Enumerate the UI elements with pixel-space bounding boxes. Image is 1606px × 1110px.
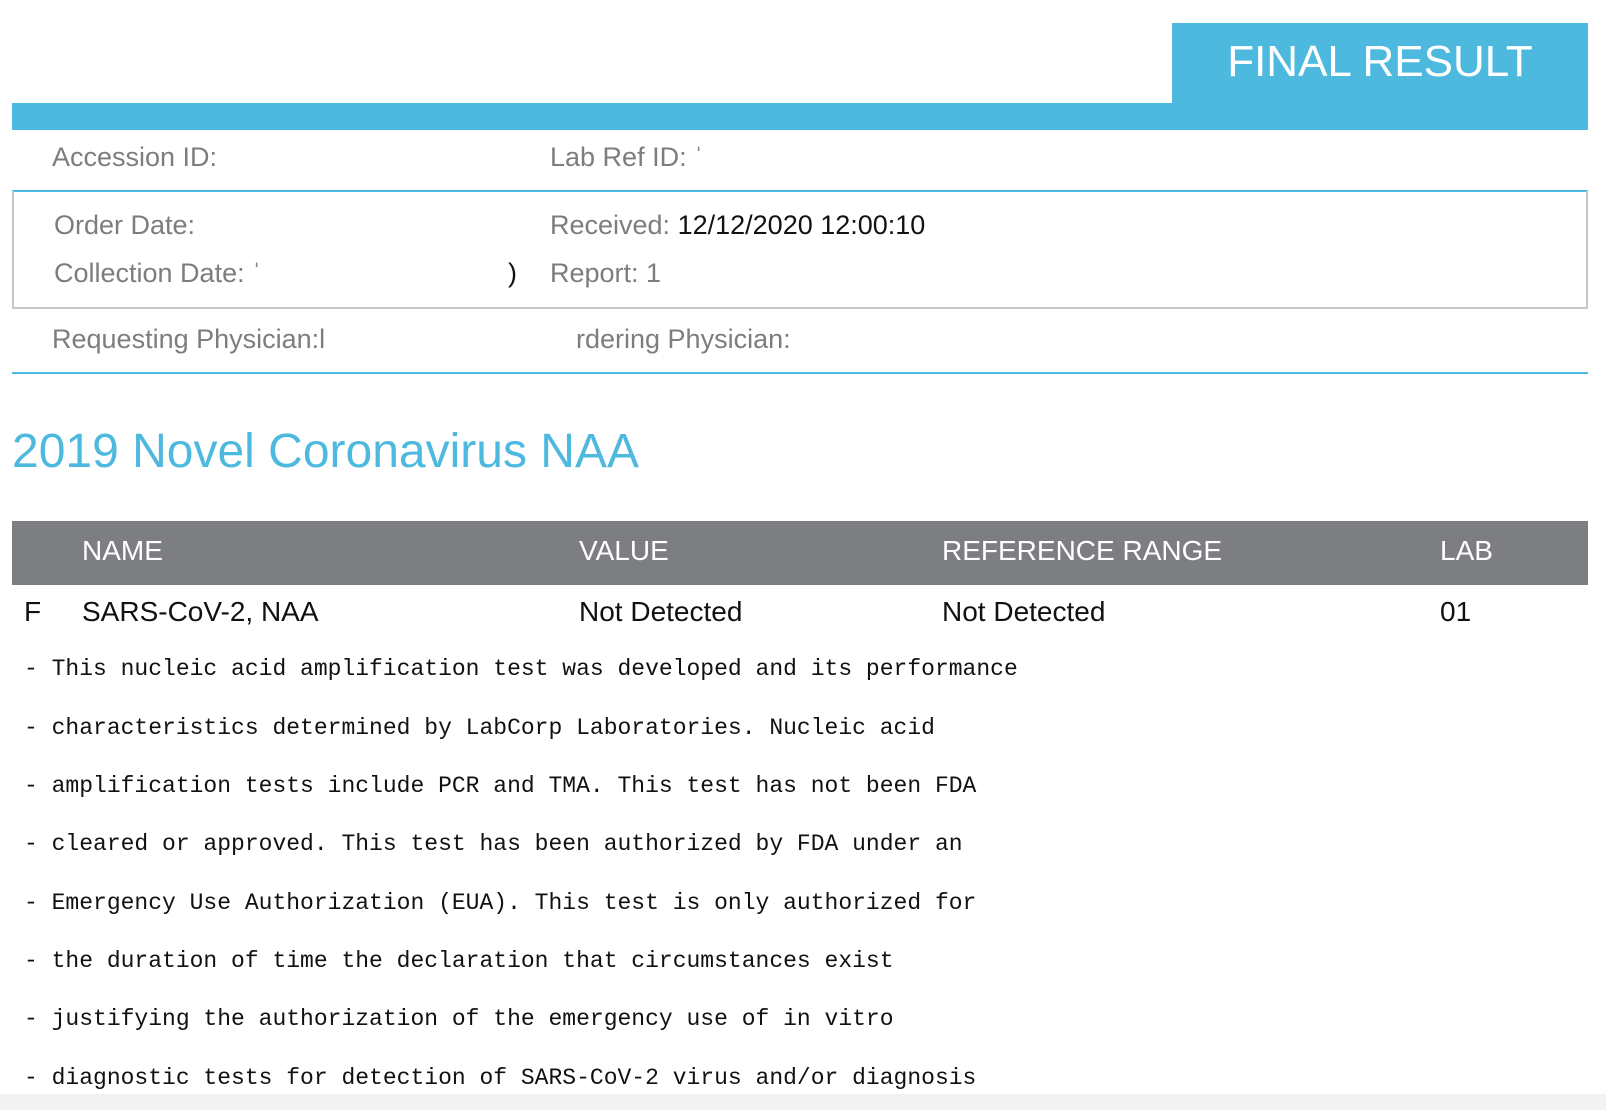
column-header-name: NAME [82, 535, 163, 566]
result-note-line: - Emergency Use Authorization (EUA). This test is only authorized for [24, 890, 977, 916]
report-date-label: Report: 1 [550, 258, 662, 288]
received-label: Received: [550, 210, 671, 240]
result-note-line: - amplification tests include PCR and TMA. This test has not been FDA [24, 773, 977, 799]
result-note-line: - characteristics determined by LabCorp Laboratories. Nucleic acid [24, 715, 935, 741]
results-table-header [12, 521, 1588, 585]
result-flag: F [24, 596, 42, 627]
dates-box [12, 191, 1588, 309]
result-note-line: - the duration of time the declaration that circumstances exist [24, 948, 894, 974]
ordering-physician-label: rdering Physician: [576, 324, 791, 354]
column-header-value: VALUE [579, 535, 669, 566]
result-value: Not Detected [579, 596, 743, 627]
result-note-line: - diagnostic tests for detection of SARS-CoV-2 virus and/or diagnosis [24, 1065, 977, 1091]
result-note-line: - This nucleic acid amplification test was developed and its performance [24, 656, 1018, 682]
result-reference-range: Not Detected [942, 596, 1106, 627]
result-lab: 01 [1440, 596, 1472, 627]
received-field [550, 210, 925, 241]
result-note-line: - cleared or approved. This test has been authorized by FDA under an [24, 831, 963, 857]
result-note-line: - justifying the authorization of the emergency use of in vitro [24, 1006, 894, 1032]
test-section-title: 2019 Novel Coronavirus NAA [12, 425, 639, 478]
collection-date-tail: ) [508, 258, 517, 288]
requesting-physician-label: Requesting Physician:l [52, 324, 326, 354]
physicians-divider [12, 372, 1588, 374]
column-header-reference-range: REFERENCE RANGE [942, 535, 1223, 566]
received-value: 12/12/2020 12:00:10 [677, 210, 926, 240]
final-result-banner: FINAL RESULT [1172, 23, 1588, 103]
order-date-label: Order Date: [54, 210, 196, 240]
table-row [12, 596, 1588, 636]
collection-date-label: Collection Date: ˈ [54, 258, 262, 288]
accession-id-label: Accession ID: [52, 142, 218, 172]
lab-ref-id-label: Lab Ref ID: ˈ [550, 142, 704, 172]
header-accent-bar [12, 103, 1588, 130]
column-header-lab: LAB [1440, 535, 1493, 566]
page-bottom-shade [0, 1094, 1606, 1110]
result-name: SARS-CoV-2, NAA [82, 596, 319, 627]
